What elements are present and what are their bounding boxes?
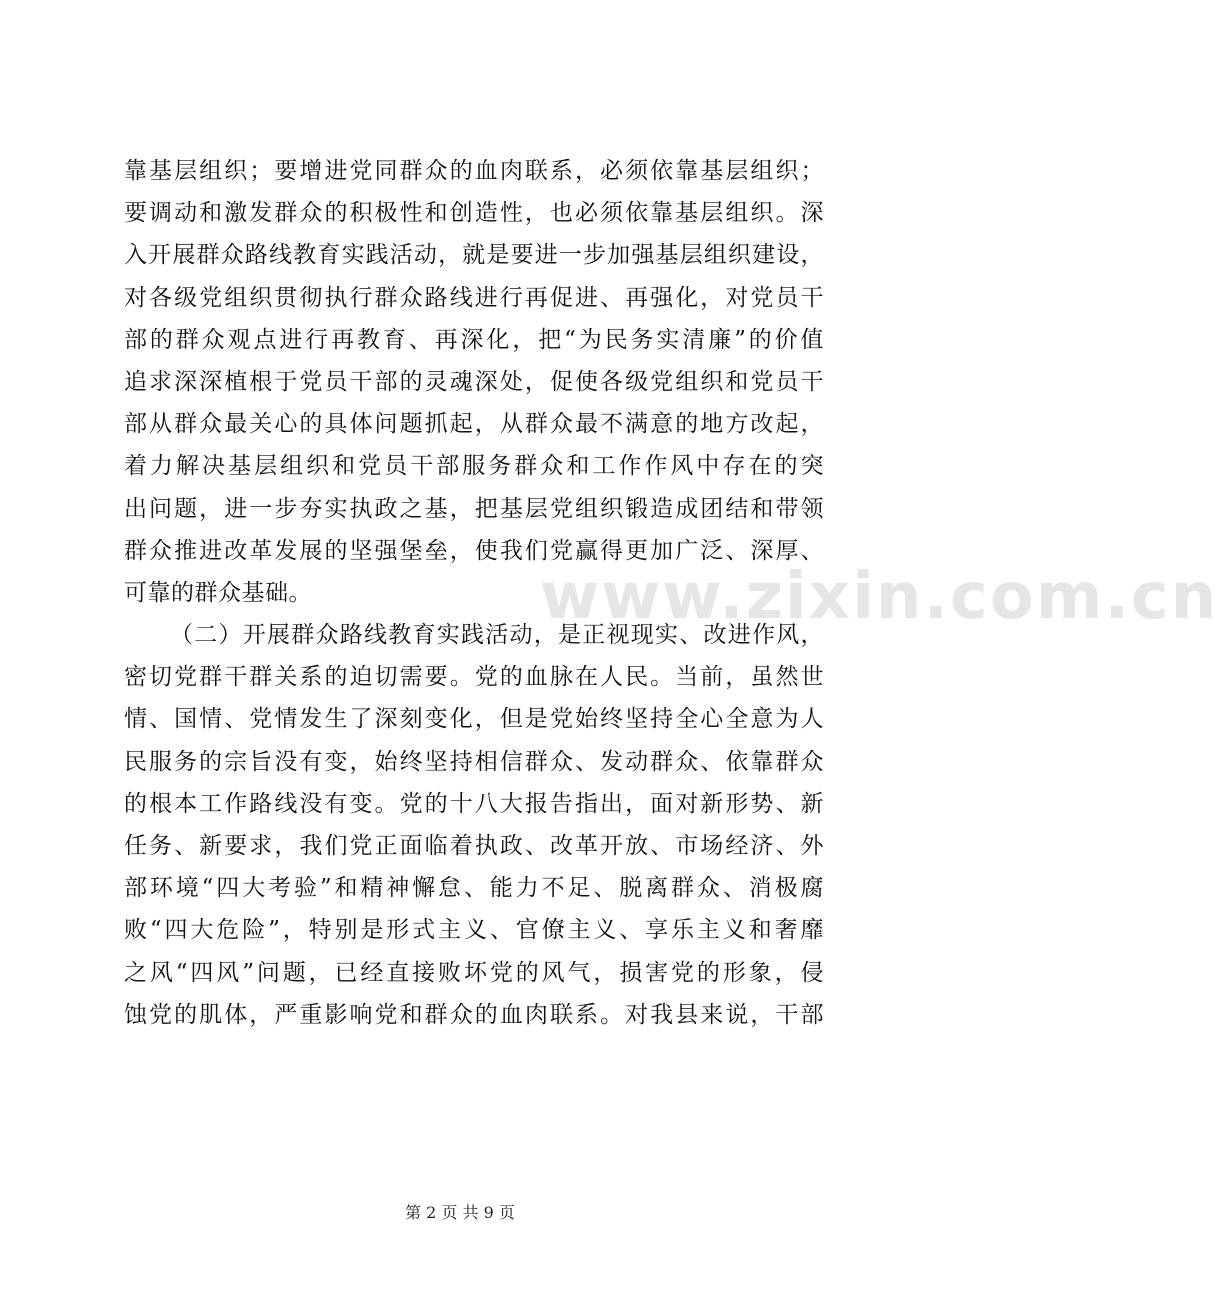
page-footer: 第 2 页 共 9 页 [405,1203,515,1222]
text-line: 可靠的群众基础。 [124,579,312,606]
text-line: 情、国情、党情发生了深刻变化，但是党始终坚持全心全意为人 [124,706,824,733]
text-line: 败“四大危险”，特别是形式主义、官僚主义、享乐主义和奢靡 [124,917,824,944]
paragraph-1 [124,150,824,614]
text-line: 群众推进改革发展的坚强堡垒，使我们党赢得更加广泛、深厚、 [124,537,824,564]
text-line: 对各级党组织贯彻执行群众路线进行再促进、再强化，对党员干 [124,284,824,311]
document-body [124,150,824,1036]
text-line: 密切党群干群关系的迫切需要。党的血脉在人民。当前，虽然世 [124,664,824,691]
text-line: 的根本工作路线没有变。党的十八大报告指出，面对新形势、新 [124,790,824,817]
text-line: 民服务的宗旨没有变，始终坚持相信群众、发动群众、依靠群众 [124,748,824,775]
text-line: 要调动和激发群众的积极性和创造性，也必须依靠基层组织。深 [124,200,824,227]
text-line: 着力解决基层组织和党员干部服务群众和工作作风中存在的突 [124,453,824,480]
text-line: 靠基层组织；要增进党同群众的血肉联系，必须依靠基层组织； [124,158,824,184]
text-line: 任务、新要求，我们党正面临着执政、改革开放、市场经济、外 [124,833,824,859]
text-line: 部环境“四大考验”和精神懈怠、能力不足、脱离群众、消极腐 [124,875,824,902]
text-line: 部的群众观点进行再教育、再深化，把“为民务实清廉”的价值 [124,326,824,353]
text-line: 入开展群众路线教育实践活动，就是要进一步加强基层组织建设， [124,242,824,269]
text-line: 出问题，进一步夯实执政之基，把基层党组织锻造成团结和带领 [124,495,824,522]
paragraph-2 [124,614,824,1036]
text-line: 部从群众最关心的具体问题抓起，从群众最不满意的地方改起， [124,411,824,438]
text-line: （二）开展群众路线教育实践活动，是正视现实、改进作风， [170,622,824,649]
watermark: www.zixin.com.cn [540,560,1218,634]
text-line: 蚀党的肌体，严重影响党和群众的血肉联系。对我县来说，干部 [124,1001,824,1028]
text-line: 之风“四风”问题，已经直接败坏党的风气，损害党的形象，侵 [124,959,824,986]
text-line: 追求深深植根于党员干部的灵魂深处，促使各级党组织和党员干 [124,368,824,395]
